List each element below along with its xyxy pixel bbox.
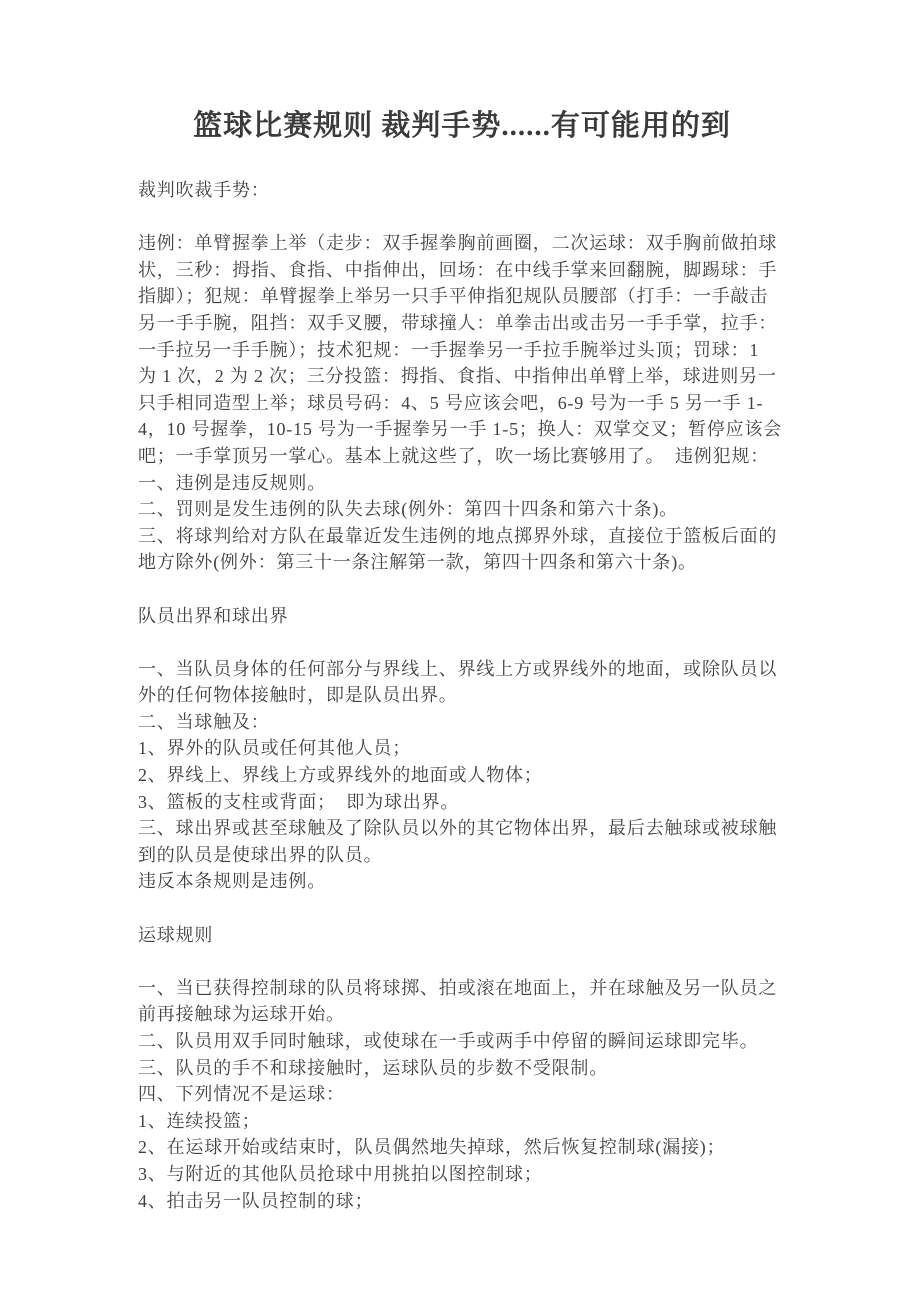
text-line: 一手拉另一手手腕）；技术犯规：一手握拳另一手拉手腕举过头顶；罚球：1 [138,339,760,360]
document-title: 篮球比赛规则 裁判手势......有可能用的到 [193,110,731,142]
text-line: 四、下列情况不是运球： [138,1084,345,1105]
text-line: 二、罚则是发生违例的队失去球(例外：第四十四条和第六十条)。 [138,499,678,520]
blank-line [138,948,786,975]
text-line: 3、与附近的其他队员抢球中用挑拍以图控制球； [138,1163,543,1184]
text-line: 4、拍击另一队员控制的球； [138,1190,374,1211]
text-line: 指脚）；犯规：单臂握拳上举另一只手平伸指犯规队员腰部（打手：一手敲击 [138,286,769,307]
text-line: 二、当球触及： [138,711,270,732]
text-line: 一、违例是违反规则。 [138,472,326,493]
text-line: 外的任何物体接触时，即是队员出界。 [138,685,458,706]
text-line: 为 1 次，2 为 2 次；三分投篮：拇指、食指、中指伸出单臂上举，球进则另一 [138,366,777,387]
text-line: 1、连续投篮； [138,1110,261,1131]
text-line: 只手相同造型上举；球员号码：4、5 号应该会吧，6-9 号为一手 5 另一手 1- [138,392,764,413]
document-body [138,177,786,1214]
text-line: 3、篮板的支柱或背面； 即为球出界。 [138,791,460,812]
text-line: 违反本条规则是违例。 [138,871,326,892]
text-line: 前再接触球为运球开始。 [138,1004,345,1025]
text-line: 二、队员用双手同时触球，或使球在一手或两手中停留的瞬间运球即完毕。 [138,1031,759,1051]
blank-line [138,895,786,922]
text-line: 状，三秒：拇指、食指、中指伸出，回场：在中线手掌来回翻腕，脚踢球：手 [138,259,778,280]
text-line: 三、队员的手不和球接触时，运球队员的步数不受限制。 [138,1057,608,1078]
blank-line [138,204,786,231]
text-line: 2、界线上、界线上方或界线外的地面或人物体； [138,765,543,786]
text-line: 一、当队员身体的任何部分与界线上、界线上方或界线外的地面，或除队员以 [138,658,778,679]
text-line: 到的队员是使球出界的队员。 [138,844,383,865]
text-line: 运球规则 [138,924,214,945]
blank-line [138,576,786,603]
text-line: 三、球出界或甚至球触及了除队员以外的其它物体出界，最后去触球或被球触 [138,818,778,839]
text-line: 地方除外(例外：第三十一条注解第一款，第四十四条和第六十条)。 [138,552,697,573]
text-line: 违例：单臂握拳上举（走步：双手握拳胸前画圈，二次运球：双手胸前做拍球 [138,233,778,254]
text-line: 吧；一手掌顶另一掌心。基本上就这些了，吹一场比赛够用了。 违例犯规： [138,445,769,466]
text-line: 一、当已获得控制球的队员将球掷、拍或滚在地面上，并在球触及另一队员之 [138,977,778,998]
text-line: 三、将球判给对方队在最靠近发生违例的地点掷界外球，直接位于篮板后面的 [138,525,778,546]
text-line: 另一手手腕，阻挡：双手叉腰，带球撞人：单拳击出或击另一手手掌，拉手： [138,312,778,333]
text-line: 裁判吹裁手势： [138,180,270,200]
text-line: 1、界外的队员或任何其他人员； [138,738,411,759]
blank-line [138,629,786,656]
text-line: 2、在运球开始或结束时，队员偶然地失掉球，然后恢复控制球(漏接)； [138,1137,726,1158]
text-line: 队员出界和球出界 [138,605,289,626]
text-line: 4，10 号握拳，10-15 号为一手握拳另一手 1-5；换人：双掌交叉；暂停应该会 [138,419,783,440]
